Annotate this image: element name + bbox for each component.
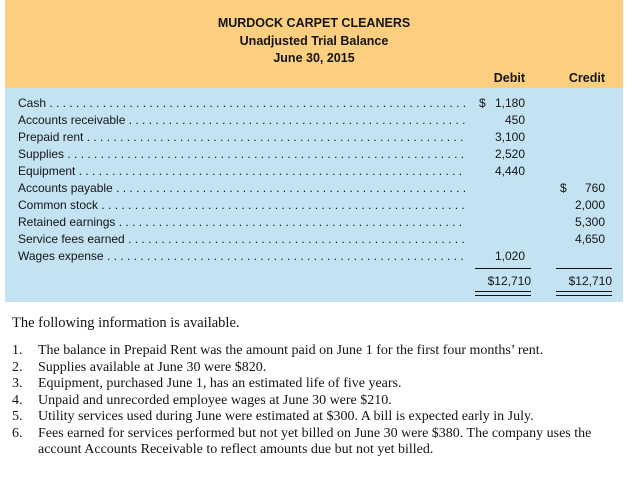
item-number: 4. <box>12 392 23 408</box>
item-number: 6. <box>12 425 23 441</box>
table-row <box>18 163 618 180</box>
account-name: Accounts payable . . . <box>18 180 465 197</box>
account-name: Retained earnings . . . <box>18 214 465 231</box>
table-row <box>18 197 618 214</box>
debit-amount: 4,440 <box>494 164 525 178</box>
item-number: 5. <box>12 409 23 424</box>
debit-amount: 3,100 <box>494 130 525 144</box>
credit-underline <box>556 268 612 269</box>
debit-amount: 2,520 <box>494 147 525 161</box>
debit-total: $12,710 <box>487 274 531 288</box>
list-item <box>12 343 632 360</box>
account-name: Accounts receivable . . . <box>18 112 465 129</box>
report-date: June 30, 2015 <box>273 51 355 65</box>
trial-balance-header <box>5 0 623 88</box>
item-number: 1. <box>12 343 23 358</box>
item-text: Fees earned for services performed but not yet billed on June 30 were $380. The company uses the account Accounts Receivable to reflect amounts due but not yet billed. <box>38 425 592 457</box>
debit-amount: 450 <box>504 113 525 127</box>
account-name: Equipment . . . <box>18 163 465 180</box>
list-item <box>12 376 632 393</box>
credit-column-header: Credit <box>568 71 605 85</box>
credit-amount: 760 <box>584 181 605 195</box>
item-text: Equipment, purchased June 1, has an estimated life of five years. <box>38 376 402 391</box>
dollar-sign: $ <box>560 181 567 195</box>
table-row <box>18 112 618 129</box>
info-list <box>12 343 632 459</box>
list-item <box>12 426 632 459</box>
table-row <box>18 95 618 112</box>
account-name: Common stock . . . <box>18 197 465 214</box>
list-item <box>12 393 632 410</box>
item-number: 3. <box>12 376 23 391</box>
debit-amount: 1,180 <box>494 96 525 110</box>
credit-double-underline <box>556 291 612 296</box>
table-row <box>18 146 618 163</box>
table-row <box>18 248 618 265</box>
company-name: MURDOCK CARPET CLEANERS <box>217 16 411 30</box>
info-intro: The following information is available. <box>12 315 240 331</box>
item-text: Utility services used during June were estimated at $300. A bill is expected early in July. <box>38 409 534 424</box>
account-name: Supplies . . . <box>18 146 465 163</box>
item-text: Supplies available at June 30 were $820. <box>38 359 267 375</box>
item-text: The balance in Prepaid Rent was the amount paid on June 1 for the first four months’ rent. <box>38 343 544 358</box>
item-text: Unpaid and unrecorded employee wages at June 30 were $210. <box>38 392 392 408</box>
account-name: Cash . . . <box>18 95 465 112</box>
debit-amount: 1,020 <box>494 249 525 263</box>
debit-underline <box>475 268 531 269</box>
credit-amount: 5,300 <box>574 215 605 229</box>
report-title: Unadjusted Trial Balance <box>239 34 389 48</box>
credit-total: $12,710 <box>568 274 612 288</box>
credit-amount: 4,650 <box>574 232 605 246</box>
table-row <box>18 129 618 146</box>
trial-balance-body <box>5 88 623 302</box>
trial-balance-table <box>5 0 623 302</box>
table-row <box>18 231 618 248</box>
account-name: Service fees earned . . . <box>18 231 465 248</box>
dollar-sign: $ <box>479 96 486 110</box>
table-row <box>18 214 618 231</box>
account-name: Prepaid rent . . . <box>18 129 465 146</box>
credit-amount: 2,000 <box>574 198 605 212</box>
debit-column-header: Debit <box>493 71 525 85</box>
account-name: Wages expense . . . <box>18 248 465 265</box>
table-row <box>18 180 618 197</box>
list-item <box>12 360 632 377</box>
list-item <box>12 409 632 426</box>
item-number: 2. <box>12 359 23 375</box>
debit-double-underline <box>475 291 531 296</box>
